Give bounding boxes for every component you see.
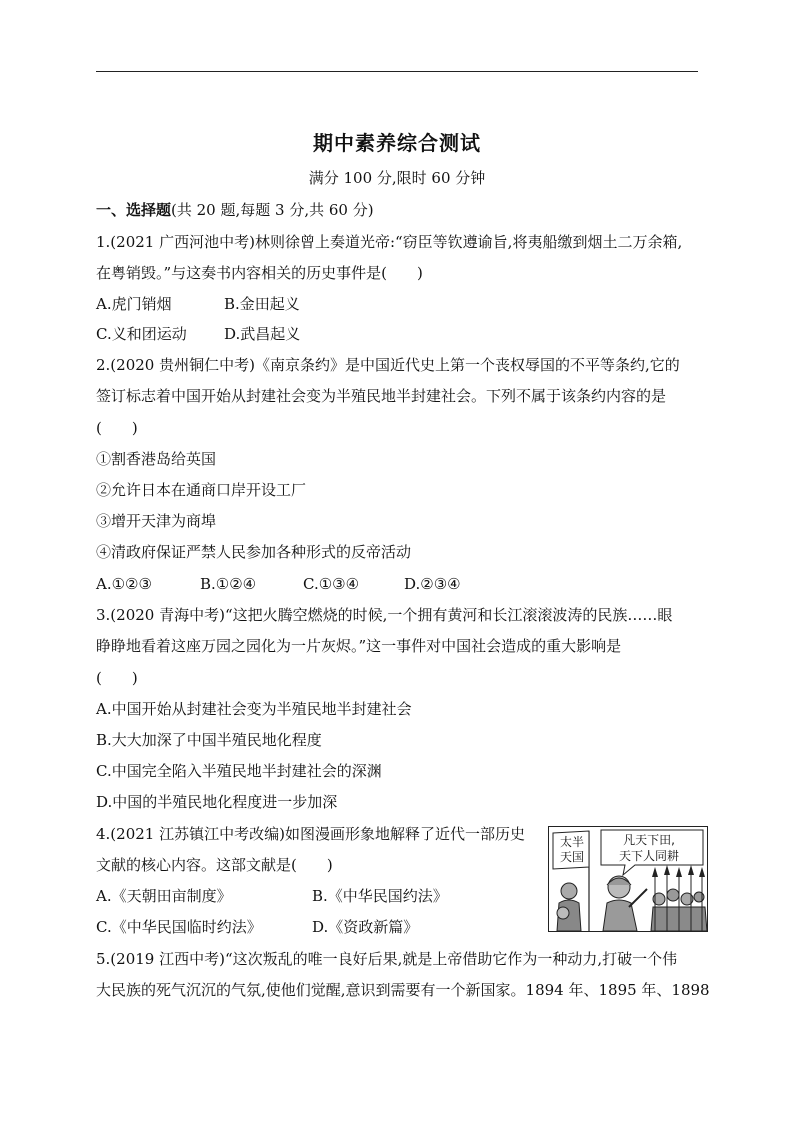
cartoon-illustration [548, 826, 708, 932]
q5-stem-line2: 大民族的死气沉沉的气氛,使他们觉醒,意识到需要有一个新国家。1894 年、1895 年、1898 [96, 981, 710, 999]
section-heading [96, 200, 374, 220]
q5-stem-line1: 5.(2019 江西中考)“这次叛乱的唯一良好后果,就是上帝借助它作为一种动力,打破一个伟 [96, 950, 678, 968]
q3-option-a[interactable]: A.中国开始从封建社会变为半殖民地半封建社会 [96, 700, 412, 718]
q4-option-b[interactable]: B.《中华民国约法》 [312, 887, 448, 905]
q1-options-row1 [96, 294, 300, 314]
q4-stem-line2: 文献的核心内容。这部文献是( ) [96, 856, 333, 874]
q2-stem-line1: 2.(2020 贵州铜仁中考)《南京条约》是中国近代史上第一个丧权辱国的不平等条约,它的 [96, 356, 680, 374]
q2-item-1: ①割香港岛给英国 [96, 450, 217, 468]
cartoon-bubble-line1: 凡天下田, [623, 833, 675, 847]
q2-option-d[interactable]: D.②③④ [404, 575, 461, 593]
section-title: 一、选择题 [96, 201, 172, 219]
cartoon-speech-bubble [599, 832, 699, 864]
q1-option-a[interactable]: A.虎门销烟 [96, 295, 172, 313]
q3-option-c[interactable]: C.中国完全陷入半殖民地半封建社会的深渊 [96, 762, 382, 780]
q3-option-d[interactable]: D.中国的半殖民地化程度进一步加深 [96, 793, 338, 811]
q1-option-d[interactable]: D.武昌起义 [224, 325, 301, 343]
q2-option-b[interactable]: B.①②④ [200, 575, 257, 593]
q2-item-4: ④清政府保证严禁人民参加各种形式的反帝活动 [96, 543, 412, 561]
q2-item-2: ②允许日本在通商口岸开设工厂 [96, 481, 307, 499]
q1-stem-line2: 在粤销毁。”与这奏书内容相关的历史事件是( ) [96, 264, 423, 282]
q3-stem-line1: 3.(2020 青海中考)“这把火腾空燃烧的时候,一个拥有黄河和长江滚滚波涛的民族……眼 [96, 606, 673, 624]
q2-option-a[interactable]: A.①②③ [96, 575, 152, 593]
cartoon-bubble-line2: 天下人同耕 [618, 849, 679, 863]
q2-item-3: ③增开天津为商埠 [96, 512, 217, 530]
q4-options-row1 [96, 886, 448, 906]
section-note: (共 20 题,每题 3 分,共 60 分) [171, 201, 374, 219]
q4-option-c[interactable]: C.《中华民国临时约法》 [96, 918, 262, 936]
q3-stem-line3: ( ) [96, 669, 138, 687]
page-title: 期中素养综合测试 [313, 131, 481, 155]
page-subtitle: 满分 100 分,限时 60 分钟 [308, 169, 486, 187]
q4-option-a[interactable]: A.《天朝田亩制度》 [96, 887, 232, 905]
q4-option-d[interactable]: D.《资政新篇》 [312, 918, 419, 936]
q2-options-row [96, 574, 461, 594]
q2-stem-line2: 签订标志着中国开始从封建社会变为半殖民地半封建社会。下列不属于该条约内容的是 [96, 387, 667, 405]
cartoon-flag-line1: 太半 [559, 835, 584, 849]
q4-stem-line1: 4.(2021 江苏镇江中考改编)如图漫画形象地解释了近代一部历史 [96, 825, 525, 843]
q1-option-c[interactable]: C.义和团运动 [96, 325, 187, 343]
header-rule [96, 71, 698, 72]
cartoon-flag-text [557, 835, 587, 865]
cartoon-flag-line2: 天国 [559, 850, 584, 864]
q2-stem-line3: ( ) [96, 419, 138, 437]
q2-option-c[interactable]: C.①③④ [303, 575, 360, 593]
q3-stem-line2: 睁睁地看着这座万园之园化为一片灰烬。”这一事件对中国社会造成的重大影响是 [96, 637, 622, 655]
q4-options-row2 [96, 917, 418, 937]
q1-stem-line1: 1.(2021 广西河池中考)林则徐曾上奏道光帝:“窃臣等钦遵谕旨,将夷船缴到烟土二万余箱, [96, 233, 683, 251]
q1-option-b[interactable]: B.金田起义 [224, 295, 300, 313]
q1-options-row2 [96, 324, 300, 344]
q3-option-b[interactable]: B.大大加深了中国半殖民地化程度 [96, 731, 322, 749]
